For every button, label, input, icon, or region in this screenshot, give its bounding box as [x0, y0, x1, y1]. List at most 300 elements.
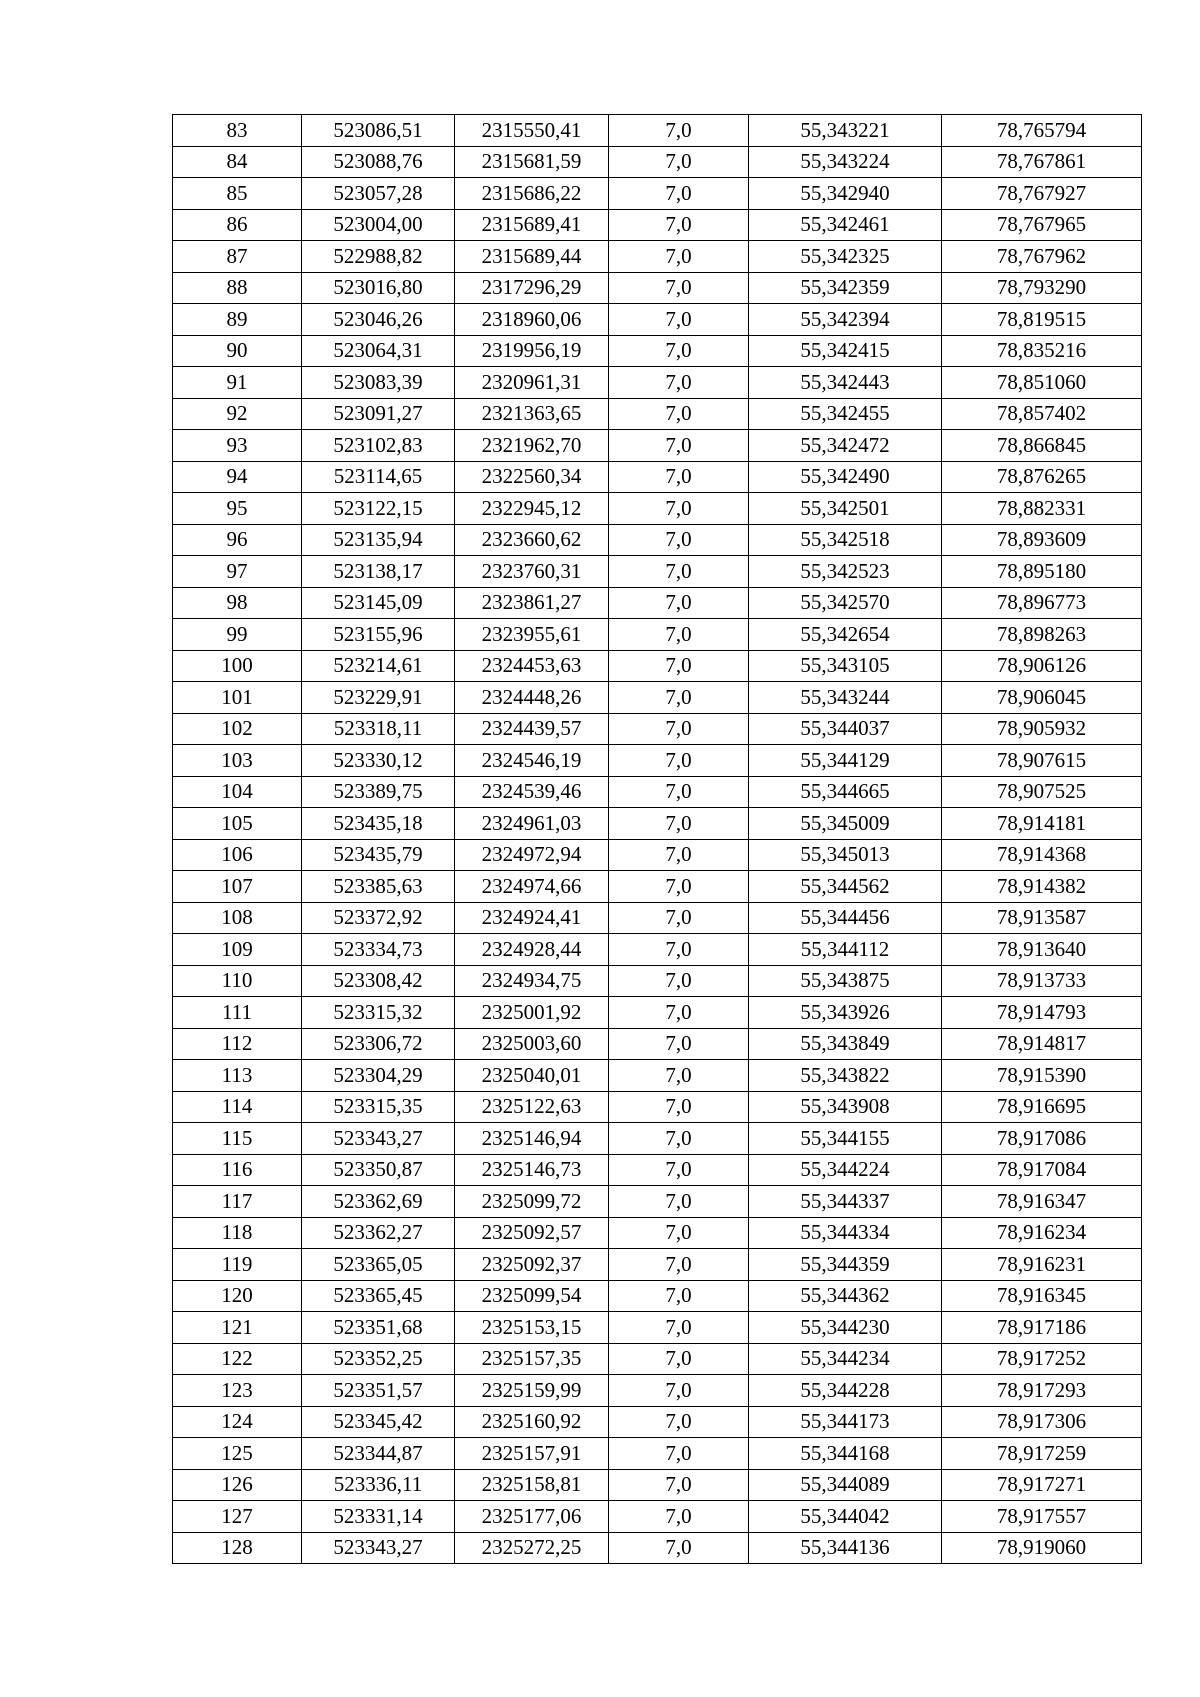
table-row: [173, 682, 1142, 714]
table-row: [173, 1154, 1142, 1186]
error-value-cell: 7,0: [609, 997, 749, 1029]
latitude-cell: 55,345013: [749, 839, 942, 871]
error-value-cell: 7,0: [609, 209, 749, 241]
table-row: [173, 1060, 1142, 1092]
point-number-cell: 115: [173, 1123, 302, 1155]
latitude-cell: 55,342415: [749, 335, 942, 367]
error-value-cell: 7,0: [609, 965, 749, 997]
latitude-cell: 55,342940: [749, 178, 942, 210]
longitude-cell: 78,917084: [942, 1154, 1142, 1186]
y-coordinate-cell: 2322945,12: [455, 493, 609, 525]
table-row: [173, 178, 1142, 210]
latitude-cell: 55,344173: [749, 1406, 942, 1438]
coordinates-table: [172, 114, 1142, 1564]
x-coordinate-cell: 522988,82: [302, 241, 455, 273]
y-coordinate-cell: 2324439,57: [455, 713, 609, 745]
y-coordinate-cell: 2325099,54: [455, 1280, 609, 1312]
table-row: [173, 1438, 1142, 1470]
table-row: [173, 146, 1142, 178]
error-value-cell: 7,0: [609, 587, 749, 619]
error-value-cell: 7,0: [609, 1501, 749, 1533]
table-row: [173, 493, 1142, 525]
point-number-cell: 86: [173, 209, 302, 241]
longitude-cell: 78,915390: [942, 1060, 1142, 1092]
latitude-cell: 55,343822: [749, 1060, 942, 1092]
longitude-cell: 78,917252: [942, 1343, 1142, 1375]
latitude-cell: 55,344155: [749, 1123, 942, 1155]
y-coordinate-cell: 2320961,31: [455, 367, 609, 399]
y-coordinate-cell: 2324972,94: [455, 839, 609, 871]
longitude-cell: 78,914368: [942, 839, 1142, 871]
longitude-cell: 78,913640: [942, 934, 1142, 966]
latitude-cell: 55,344129: [749, 745, 942, 777]
error-value-cell: 7,0: [609, 1154, 749, 1186]
x-coordinate-cell: 523362,27: [302, 1217, 455, 1249]
point-number-cell: 94: [173, 461, 302, 493]
longitude-cell: 78,916345: [942, 1280, 1142, 1312]
longitude-cell: 78,857402: [942, 398, 1142, 430]
x-coordinate-cell: 523334,73: [302, 934, 455, 966]
point-number-cell: 103: [173, 745, 302, 777]
longitude-cell: 78,893609: [942, 524, 1142, 556]
x-coordinate-cell: 523102,83: [302, 430, 455, 462]
error-value-cell: 7,0: [609, 178, 749, 210]
latitude-cell: 55,342501: [749, 493, 942, 525]
error-value-cell: 7,0: [609, 1280, 749, 1312]
error-value-cell: 7,0: [609, 1123, 749, 1155]
x-coordinate-cell: 523145,09: [302, 587, 455, 619]
latitude-cell: 55,344037: [749, 713, 942, 745]
point-number-cell: 116: [173, 1154, 302, 1186]
error-value-cell: 7,0: [609, 241, 749, 273]
x-coordinate-cell: 523365,05: [302, 1249, 455, 1281]
point-number-cell: 126: [173, 1469, 302, 1501]
latitude-cell: 55,344224: [749, 1154, 942, 1186]
point-number-cell: 118: [173, 1217, 302, 1249]
x-coordinate-cell: 523064,31: [302, 335, 455, 367]
x-coordinate-cell: 523351,68: [302, 1312, 455, 1344]
latitude-cell: 55,342490: [749, 461, 942, 493]
x-coordinate-cell: 523304,29: [302, 1060, 455, 1092]
error-value-cell: 7,0: [609, 461, 749, 493]
error-value-cell: 7,0: [609, 934, 749, 966]
error-value-cell: 7,0: [609, 839, 749, 871]
x-coordinate-cell: 523435,18: [302, 808, 455, 840]
point-number-cell: 110: [173, 965, 302, 997]
latitude-cell: 55,345009: [749, 808, 942, 840]
latitude-cell: 55,342654: [749, 619, 942, 651]
latitude-cell: 55,342472: [749, 430, 942, 462]
x-coordinate-cell: 523362,69: [302, 1186, 455, 1218]
table-row: [173, 367, 1142, 399]
point-number-cell: 99: [173, 619, 302, 651]
longitude-cell: 78,913587: [942, 902, 1142, 934]
longitude-cell: 78,895180: [942, 556, 1142, 588]
error-value-cell: 7,0: [609, 430, 749, 462]
table-row: [173, 776, 1142, 808]
y-coordinate-cell: 2325092,37: [455, 1249, 609, 1281]
table-row: [173, 1532, 1142, 1564]
table-row: [173, 1028, 1142, 1060]
error-value-cell: 7,0: [609, 619, 749, 651]
x-coordinate-cell: 523308,42: [302, 965, 455, 997]
error-value-cell: 7,0: [609, 745, 749, 777]
x-coordinate-cell: 523330,12: [302, 745, 455, 777]
table-row: [173, 1501, 1142, 1533]
latitude-cell: 55,342518: [749, 524, 942, 556]
point-number-cell: 125: [173, 1438, 302, 1470]
table-row: [173, 587, 1142, 619]
latitude-cell: 55,343105: [749, 650, 942, 682]
y-coordinate-cell: 2323955,61: [455, 619, 609, 651]
error-value-cell: 7,0: [609, 1091, 749, 1123]
point-number-cell: 95: [173, 493, 302, 525]
x-coordinate-cell: 523046,26: [302, 304, 455, 336]
y-coordinate-cell: 2325157,91: [455, 1438, 609, 1470]
x-coordinate-cell: 523315,35: [302, 1091, 455, 1123]
y-coordinate-cell: 2319956,19: [455, 335, 609, 367]
longitude-cell: 78,876265: [942, 461, 1142, 493]
point-number-cell: 117: [173, 1186, 302, 1218]
y-coordinate-cell: 2324928,44: [455, 934, 609, 966]
longitude-cell: 78,914817: [942, 1028, 1142, 1060]
longitude-cell: 78,898263: [942, 619, 1142, 651]
x-coordinate-cell: 523435,79: [302, 839, 455, 871]
table-row: [173, 1186, 1142, 1218]
x-coordinate-cell: 523306,72: [302, 1028, 455, 1060]
latitude-cell: 55,343926: [749, 997, 942, 1029]
table-row: [173, 209, 1142, 241]
y-coordinate-cell: 2315686,22: [455, 178, 609, 210]
y-coordinate-cell: 2325122,63: [455, 1091, 609, 1123]
error-value-cell: 7,0: [609, 902, 749, 934]
longitude-cell: 78,917271: [942, 1469, 1142, 1501]
x-coordinate-cell: 523083,39: [302, 367, 455, 399]
y-coordinate-cell: 2325158,81: [455, 1469, 609, 1501]
longitude-cell: 78,866845: [942, 430, 1142, 462]
error-value-cell: 7,0: [609, 808, 749, 840]
error-value-cell: 7,0: [609, 272, 749, 304]
point-number-cell: 100: [173, 650, 302, 682]
x-coordinate-cell: 523343,27: [302, 1123, 455, 1155]
point-number-cell: 85: [173, 178, 302, 210]
table-row: [173, 1249, 1142, 1281]
error-value-cell: 7,0: [609, 682, 749, 714]
point-number-cell: 128: [173, 1532, 302, 1564]
longitude-cell: 78,896773: [942, 587, 1142, 619]
point-number-cell: 111: [173, 997, 302, 1029]
point-number-cell: 98: [173, 587, 302, 619]
point-number-cell: 84: [173, 146, 302, 178]
error-value-cell: 7,0: [609, 1249, 749, 1281]
error-value-cell: 7,0: [609, 713, 749, 745]
y-coordinate-cell: 2318960,06: [455, 304, 609, 336]
point-number-cell: 124: [173, 1406, 302, 1438]
y-coordinate-cell: 2325003,60: [455, 1028, 609, 1060]
point-number-cell: 97: [173, 556, 302, 588]
y-coordinate-cell: 2325160,92: [455, 1406, 609, 1438]
point-number-cell: 104: [173, 776, 302, 808]
point-number-cell: 120: [173, 1280, 302, 1312]
y-coordinate-cell: 2324539,46: [455, 776, 609, 808]
y-coordinate-cell: 2324924,41: [455, 902, 609, 934]
latitude-cell: 55,344234: [749, 1343, 942, 1375]
table-row: [173, 556, 1142, 588]
longitude-cell: 78,767965: [942, 209, 1142, 241]
longitude-cell: 78,793290: [942, 272, 1142, 304]
error-value-cell: 7,0: [609, 1469, 749, 1501]
error-value-cell: 7,0: [609, 1028, 749, 1060]
error-value-cell: 7,0: [609, 1312, 749, 1344]
x-coordinate-cell: 523350,87: [302, 1154, 455, 1186]
longitude-cell: 78,917259: [942, 1438, 1142, 1470]
y-coordinate-cell: 2323660,62: [455, 524, 609, 556]
latitude-cell: 55,344562: [749, 871, 942, 903]
table-row: [173, 335, 1142, 367]
point-number-cell: 87: [173, 241, 302, 273]
y-coordinate-cell: 2324961,03: [455, 808, 609, 840]
y-coordinate-cell: 2317296,29: [455, 272, 609, 304]
longitude-cell: 78,916347: [942, 1186, 1142, 1218]
x-coordinate-cell: 523214,61: [302, 650, 455, 682]
error-value-cell: 7,0: [609, 1060, 749, 1092]
y-coordinate-cell: 2325146,94: [455, 1123, 609, 1155]
longitude-cell: 78,835216: [942, 335, 1142, 367]
x-coordinate-cell: 523229,91: [302, 682, 455, 714]
y-coordinate-cell: 2325146,73: [455, 1154, 609, 1186]
point-number-cell: 91: [173, 367, 302, 399]
longitude-cell: 78,916231: [942, 1249, 1142, 1281]
table-body: [173, 115, 1142, 1564]
x-coordinate-cell: 523345,42: [302, 1406, 455, 1438]
point-number-cell: 108: [173, 902, 302, 934]
longitude-cell: 78,906126: [942, 650, 1142, 682]
longitude-cell: 78,913733: [942, 965, 1142, 997]
error-value-cell: 7,0: [609, 304, 749, 336]
latitude-cell: 55,343908: [749, 1091, 942, 1123]
table-row: [173, 1343, 1142, 1375]
error-value-cell: 7,0: [609, 1406, 749, 1438]
table-row: [173, 965, 1142, 997]
latitude-cell: 55,343875: [749, 965, 942, 997]
error-value-cell: 7,0: [609, 146, 749, 178]
point-number-cell: 106: [173, 839, 302, 871]
x-coordinate-cell: 523114,65: [302, 461, 455, 493]
y-coordinate-cell: 2315681,59: [455, 146, 609, 178]
table-row: [173, 398, 1142, 430]
table-row: [173, 1091, 1142, 1123]
latitude-cell: 55,344456: [749, 902, 942, 934]
error-value-cell: 7,0: [609, 1217, 749, 1249]
x-coordinate-cell: 523016,80: [302, 272, 455, 304]
table-row: [173, 524, 1142, 556]
error-value-cell: 7,0: [609, 556, 749, 588]
table-row: [173, 1469, 1142, 1501]
table-row: [173, 461, 1142, 493]
x-coordinate-cell: 523331,14: [302, 1501, 455, 1533]
x-coordinate-cell: 523122,15: [302, 493, 455, 525]
y-coordinate-cell: 2324974,66: [455, 871, 609, 903]
longitude-cell: 78,917306: [942, 1406, 1142, 1438]
y-coordinate-cell: 2325040,01: [455, 1060, 609, 1092]
latitude-cell: 55,344337: [749, 1186, 942, 1218]
table-row: [173, 997, 1142, 1029]
latitude-cell: 55,344042: [749, 1501, 942, 1533]
longitude-cell: 78,916695: [942, 1091, 1142, 1123]
latitude-cell: 55,344665: [749, 776, 942, 808]
latitude-cell: 55,344362: [749, 1280, 942, 1312]
error-value-cell: 7,0: [609, 1343, 749, 1375]
table-row: [173, 1123, 1142, 1155]
y-coordinate-cell: 2315550,41: [455, 115, 609, 147]
longitude-cell: 78,851060: [942, 367, 1142, 399]
y-coordinate-cell: 2324453,63: [455, 650, 609, 682]
y-coordinate-cell: 2325272,25: [455, 1532, 609, 1564]
latitude-cell: 55,343244: [749, 682, 942, 714]
table-row: [173, 619, 1142, 651]
latitude-cell: 55,344228: [749, 1375, 942, 1407]
longitude-cell: 78,882331: [942, 493, 1142, 525]
table-row: [173, 902, 1142, 934]
latitude-cell: 55,343224: [749, 146, 942, 178]
x-coordinate-cell: 523135,94: [302, 524, 455, 556]
longitude-cell: 78,914793: [942, 997, 1142, 1029]
y-coordinate-cell: 2325177,06: [455, 1501, 609, 1533]
table-row: [173, 1217, 1142, 1249]
error-value-cell: 7,0: [609, 1438, 749, 1470]
x-coordinate-cell: 523351,57: [302, 1375, 455, 1407]
latitude-cell: 55,344230: [749, 1312, 942, 1344]
error-value-cell: 7,0: [609, 367, 749, 399]
latitude-cell: 55,344334: [749, 1217, 942, 1249]
latitude-cell: 55,344359: [749, 1249, 942, 1281]
error-value-cell: 7,0: [609, 776, 749, 808]
x-coordinate-cell: 523086,51: [302, 115, 455, 147]
point-number-cell: 96: [173, 524, 302, 556]
y-coordinate-cell: 2324934,75: [455, 965, 609, 997]
y-coordinate-cell: 2321363,65: [455, 398, 609, 430]
x-coordinate-cell: 523365,45: [302, 1280, 455, 1312]
error-value-cell: 7,0: [609, 1532, 749, 1564]
error-value-cell: 7,0: [609, 650, 749, 682]
table-row: [173, 839, 1142, 871]
point-number-cell: 122: [173, 1343, 302, 1375]
x-coordinate-cell: 523315,32: [302, 997, 455, 1029]
latitude-cell: 55,342325: [749, 241, 942, 273]
table-row: [173, 934, 1142, 966]
point-number-cell: 121: [173, 1312, 302, 1344]
x-coordinate-cell: 523004,00: [302, 209, 455, 241]
longitude-cell: 78,907525: [942, 776, 1142, 808]
point-number-cell: 83: [173, 115, 302, 147]
point-number-cell: 92: [173, 398, 302, 430]
x-coordinate-cell: 523138,17: [302, 556, 455, 588]
latitude-cell: 55,342394: [749, 304, 942, 336]
y-coordinate-cell: 2325157,35: [455, 1343, 609, 1375]
y-coordinate-cell: 2325099,72: [455, 1186, 609, 1218]
point-number-cell: 114: [173, 1091, 302, 1123]
error-value-cell: 7,0: [609, 335, 749, 367]
x-coordinate-cell: 523372,92: [302, 902, 455, 934]
x-coordinate-cell: 523318,11: [302, 713, 455, 745]
longitude-cell: 78,917186: [942, 1312, 1142, 1344]
longitude-cell: 78,917293: [942, 1375, 1142, 1407]
y-coordinate-cell: 2323760,31: [455, 556, 609, 588]
longitude-cell: 78,919060: [942, 1532, 1142, 1564]
table-row: [173, 808, 1142, 840]
longitude-cell: 78,765794: [942, 115, 1142, 147]
y-coordinate-cell: 2322560,34: [455, 461, 609, 493]
point-number-cell: 102: [173, 713, 302, 745]
y-coordinate-cell: 2324546,19: [455, 745, 609, 777]
x-coordinate-cell: 523352,25: [302, 1343, 455, 1375]
x-coordinate-cell: 523389,75: [302, 776, 455, 808]
table-row: [173, 1280, 1142, 1312]
y-coordinate-cell: 2324448,26: [455, 682, 609, 714]
latitude-cell: 55,342455: [749, 398, 942, 430]
table-row: [173, 272, 1142, 304]
point-number-cell: 89: [173, 304, 302, 336]
table-row: [173, 871, 1142, 903]
error-value-cell: 7,0: [609, 524, 749, 556]
point-number-cell: 127: [173, 1501, 302, 1533]
latitude-cell: 55,344136: [749, 1532, 942, 1564]
point-number-cell: 93: [173, 430, 302, 462]
error-value-cell: 7,0: [609, 1375, 749, 1407]
point-number-cell: 107: [173, 871, 302, 903]
longitude-cell: 78,907615: [942, 745, 1142, 777]
longitude-cell: 78,819515: [942, 304, 1142, 336]
x-coordinate-cell: 523088,76: [302, 146, 455, 178]
table-row: [173, 1375, 1142, 1407]
longitude-cell: 78,917557: [942, 1501, 1142, 1533]
table-row: [173, 430, 1142, 462]
point-number-cell: 112: [173, 1028, 302, 1060]
latitude-cell: 55,344112: [749, 934, 942, 966]
table-row: [173, 650, 1142, 682]
longitude-cell: 78,917086: [942, 1123, 1142, 1155]
table-row: [173, 745, 1142, 777]
longitude-cell: 78,906045: [942, 682, 1142, 714]
x-coordinate-cell: 523155,96: [302, 619, 455, 651]
error-value-cell: 7,0: [609, 1186, 749, 1218]
latitude-cell: 55,343849: [749, 1028, 942, 1060]
point-number-cell: 123: [173, 1375, 302, 1407]
longitude-cell: 78,767962: [942, 241, 1142, 273]
latitude-cell: 55,342570: [749, 587, 942, 619]
y-coordinate-cell: 2325001,92: [455, 997, 609, 1029]
longitude-cell: 78,767927: [942, 178, 1142, 210]
point-number-cell: 119: [173, 1249, 302, 1281]
longitude-cell: 78,905932: [942, 713, 1142, 745]
table-row: [173, 1406, 1142, 1438]
point-number-cell: 113: [173, 1060, 302, 1092]
latitude-cell: 55,342359: [749, 272, 942, 304]
latitude-cell: 55,342443: [749, 367, 942, 399]
point-number-cell: 88: [173, 272, 302, 304]
latitude-cell: 55,343221: [749, 115, 942, 147]
error-value-cell: 7,0: [609, 493, 749, 525]
longitude-cell: 78,914181: [942, 808, 1142, 840]
point-number-cell: 90: [173, 335, 302, 367]
point-number-cell: 109: [173, 934, 302, 966]
latitude-cell: 55,342461: [749, 209, 942, 241]
longitude-cell: 78,914382: [942, 871, 1142, 903]
point-number-cell: 101: [173, 682, 302, 714]
latitude-cell: 55,342523: [749, 556, 942, 588]
x-coordinate-cell: 523336,11: [302, 1469, 455, 1501]
x-coordinate-cell: 523343,27: [302, 1532, 455, 1564]
